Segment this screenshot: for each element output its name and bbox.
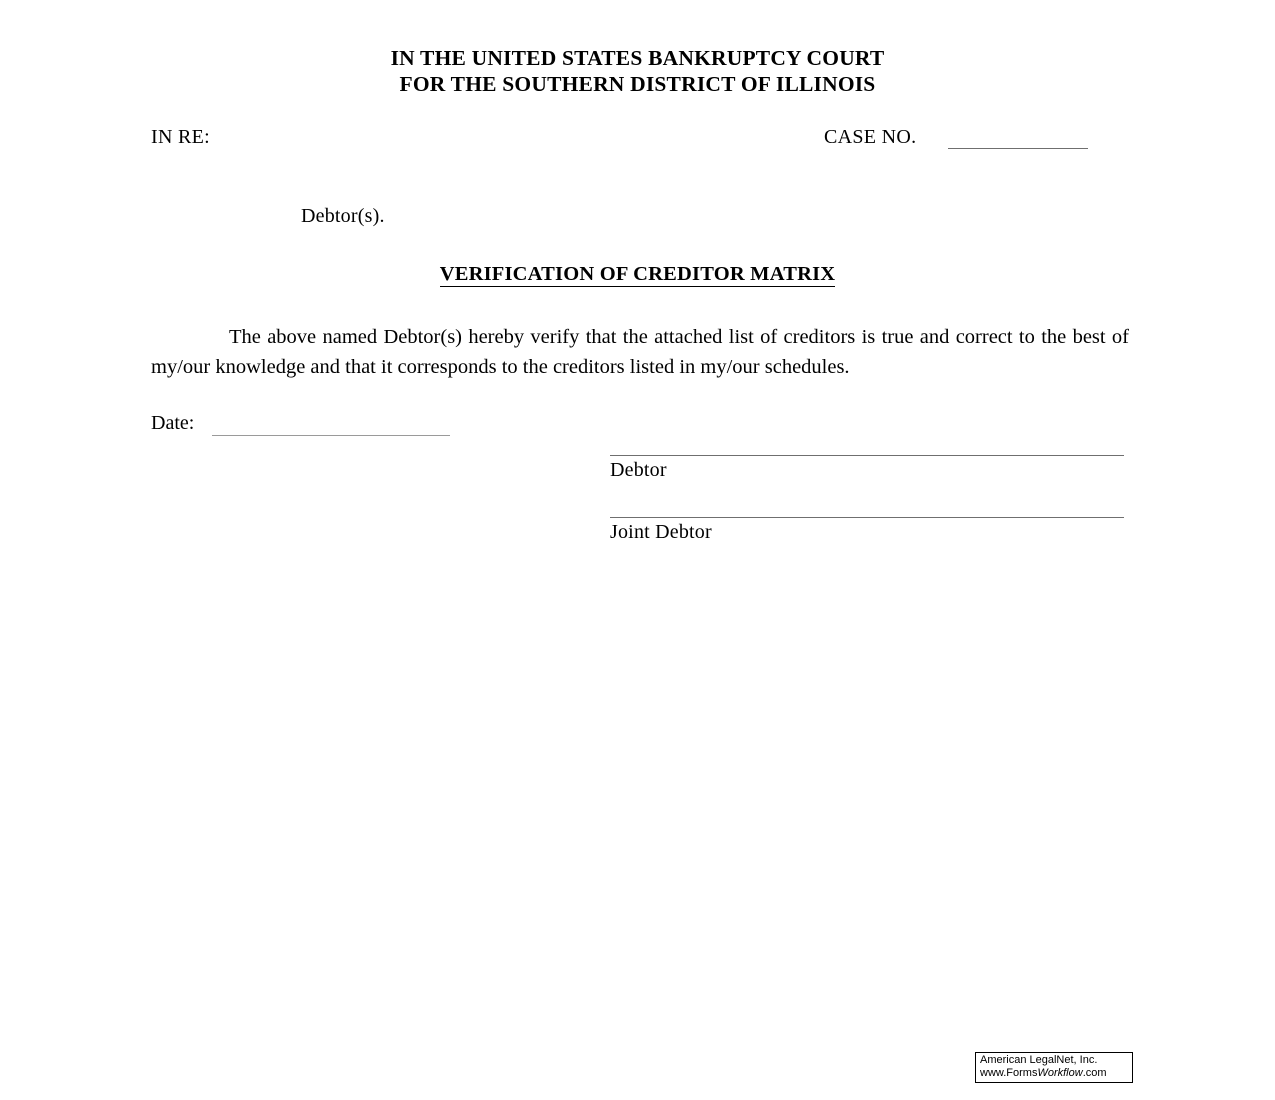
joint-debtor-signature-line[interactable]	[610, 517, 1124, 518]
court-header	[0, 45, 1275, 97]
in-re-row	[151, 126, 1131, 152]
page-title	[0, 263, 1275, 286]
case-number-field[interactable]	[948, 148, 1088, 149]
joint-debtor-signature-label: Joint Debtor	[610, 521, 712, 543]
date-row	[151, 412, 551, 438]
verification-paragraph: The above named Debtor(s) hereby verify that the attached list of creditors is true and correct to the best of my/our knowledge and that it corresponds to the creditors listed in my/our schedules.	[151, 326, 1129, 378]
court-header-line-1: IN THE UNITED STATES BANKRUPTCY COURT	[390, 46, 885, 70]
signature-spacer	[610, 482, 1124, 517]
legalnet-website-prefix: www.Forms	[980, 1067, 1038, 1079]
date-label: Date:	[151, 412, 195, 434]
debtor-signature-label: Debtor	[610, 459, 667, 481]
legalnet-website-italic: Workflow	[1037, 1067, 1083, 1079]
legalnet-company-name: American LegalNet, Inc.	[980, 1054, 1098, 1066]
debtor-signature-line[interactable]	[610, 455, 1124, 456]
date-field[interactable]	[212, 435, 450, 436]
court-header-line-2: FOR THE SOUTHERN DISTRICT OF ILLINOIS	[399, 72, 876, 96]
signature-block	[610, 455, 1124, 544]
page-title-text: VERIFICATION OF CREDITOR MATRIX	[439, 263, 836, 285]
legalnet-website-suffix: .com	[1082, 1067, 1107, 1079]
american-legalnet-stamp	[975, 1052, 1133, 1083]
case-number-label: CASE NO.	[824, 126, 917, 148]
legalnet-website	[980, 1067, 1130, 1080]
in-re-label: IN RE:	[151, 126, 211, 148]
debtors-label: Debtor(s).	[301, 205, 385, 227]
